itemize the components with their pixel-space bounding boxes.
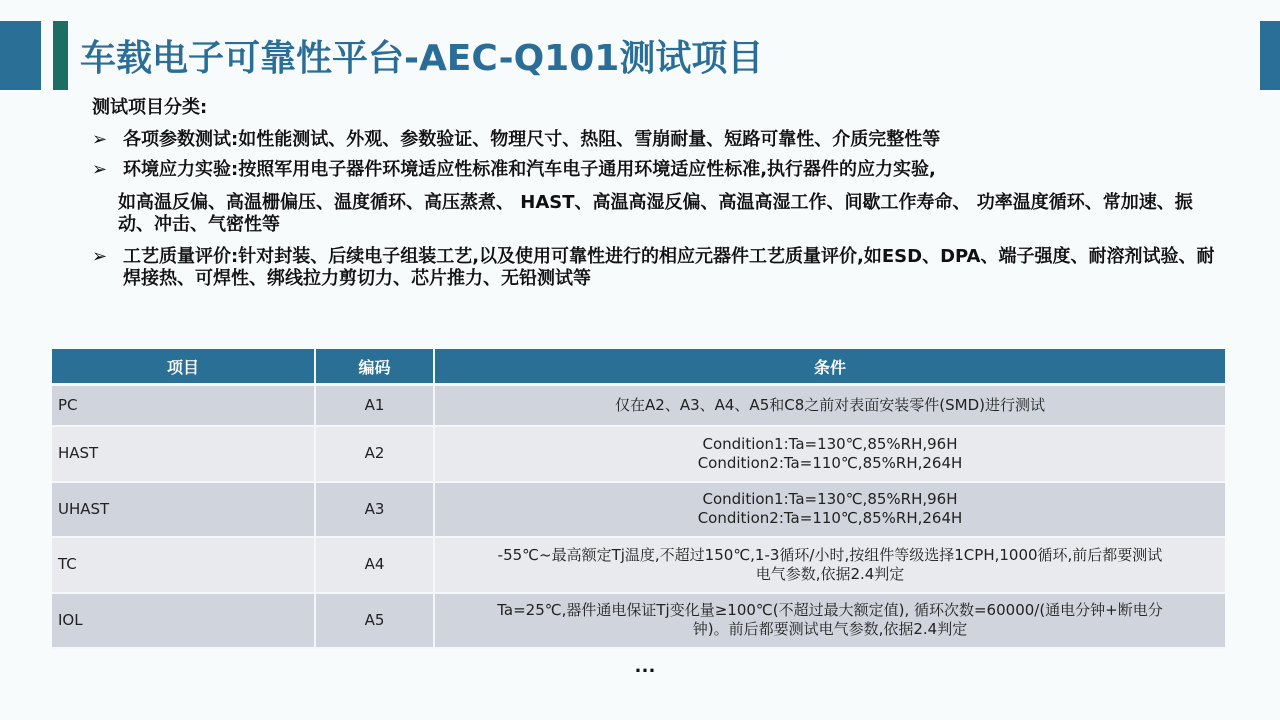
bullet-continuation: 如高温反偏、高温栅偏压、温度循环、高压蒸煮、 HAST、高温高湿反偏、高温高湿工作、间歇工作寿命、 功率温度循环、常加速、振动、冲击、气密性等 [118,192,1193,235]
bullet-text: 工艺质量评价:针对封装、后续电子组装工艺,以及使用可靠性进行的相应元器件工艺质量评价,如ESD、DPA、端子强度、耐溶剂试验、耐焊接热、可焊性、绑线拉力剪切力、芯片推力、无铅测试等 [123,246,1215,289]
arrow-bullet-icon: ➢ [92,129,108,150]
cell-code: A5 [315,593,434,648]
right-accent-bar [1260,21,1280,90]
condition-line: Condition1:Ta=130℃,85%RH,96H [702,490,958,508]
cell-condition [434,482,1225,537]
arrow-bullet-icon: ➢ [92,159,108,180]
condition-line: 电气参数,依据2.4判定 [755,564,905,583]
table-row [52,385,1225,426]
test-categories [90,97,1220,298]
condition-line: 仅在A2、A3、A4、A5和C8之前对表面安装零件(SMD)进行测试 [615,395,1045,414]
condition-line: Condition2:Ta=110℃,85%RH,264H [697,509,963,527]
table-row [52,426,1225,482]
test-items-table [52,349,1225,649]
cell-item: IOL [52,593,315,648]
bullet-item [90,246,1220,290]
table-row [52,593,1225,648]
condition-line: -55℃~最高额定Tj温度,不超过150℃,1-3循环/小时,按组件等级选择1CPH,1000循环,前后都要测试 [497,545,1163,564]
cell-code: A2 [315,426,434,482]
page-title: 车载电子可靠性平台-AEC-Q101测试项目 [80,38,764,79]
cell-item: PC [52,385,315,426]
bullet-item [90,159,1220,236]
bullet-text: 环境应力实验:按照军用电子器件环境适应性标准和汽车电子通用环境适应性标准,执行器件的应力实验, [123,159,936,180]
green-accent-bar [53,21,68,90]
header-condition: 条件 [434,349,1225,385]
condition-line: 钟)。前后都要测试电气参数,依据2.4判定 [692,620,968,638]
cell-item: HAST [52,426,315,482]
left-accent-bar [0,21,41,90]
table-row [52,482,1225,537]
table-header-row [52,349,1225,385]
cell-code: A4 [315,537,434,593]
cell-condition [434,593,1225,648]
cell-item: TC [52,537,315,593]
header-code: 编码 [315,349,434,385]
cell-code: A3 [315,482,434,537]
bullet-text: 各项参数测试:如性能测试、外观、参数验证、物理尺寸、热阻、雪崩耐量、短路可靠性、介质完整性等 [123,129,941,150]
more-ellipsis: … [634,652,657,677]
cell-item: UHAST [52,482,315,537]
cell-code: A1 [315,385,434,426]
condition-line: Condition2:Ta=110℃,85%RH,264H [697,453,963,472]
bullet-item [90,129,1220,151]
cell-condition [434,537,1225,593]
cell-condition [434,426,1225,482]
table-row [52,537,1225,593]
condition-line: Condition1:Ta=130℃,85%RH,96H [702,434,958,453]
condition-line: Ta=25℃,器件通电保证Tj变化量≥100℃(不超过最大额定值), 循环次数=60000/(通电分钟+断电分 [497,601,1163,619]
cell-condition [434,385,1225,426]
header-item: 项目 [52,349,315,385]
arrow-bullet-icon: ➢ [92,246,108,267]
section-heading: 测试项目分类: [92,97,208,118]
